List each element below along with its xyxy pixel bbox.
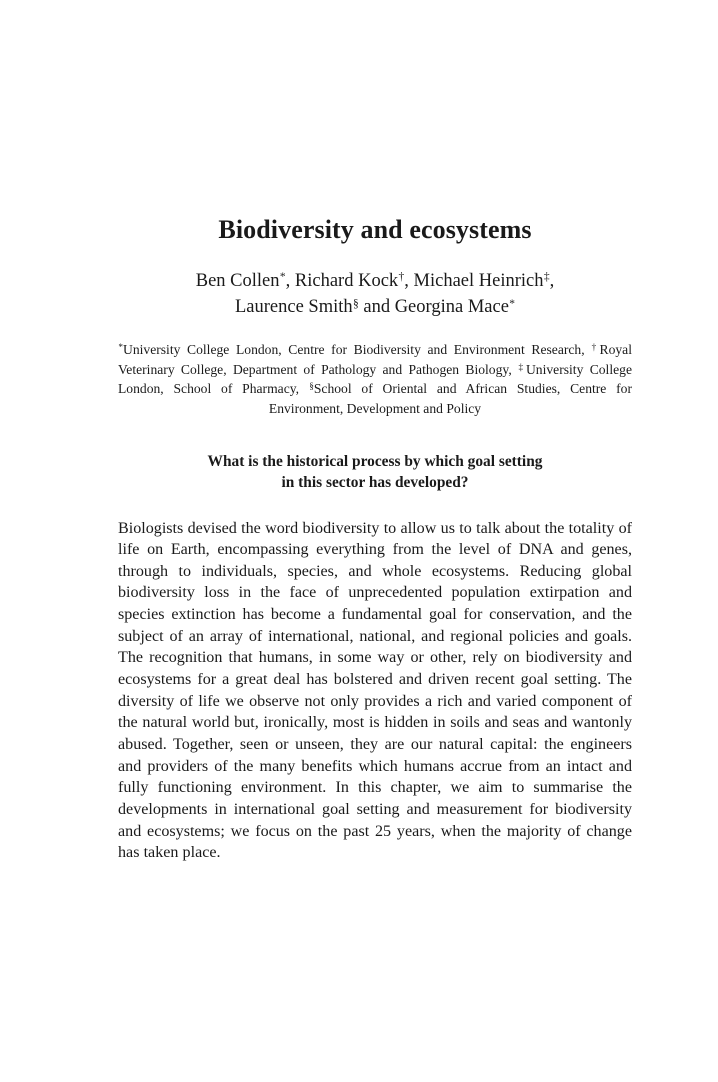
author-michael-heinrich: , Michael Heinrich — [404, 270, 544, 291]
author-line-1 — [118, 268, 632, 294]
affiliation-marker-section: § — [353, 297, 359, 310]
affiliation-marker-double-dagger: ‡ — [543, 271, 550, 284]
affiliation-soas: School of Oriental and African Studies, Centre for Environment, Development and Policy — [268, 381, 632, 416]
author-richard-kock: , Richard Kock — [285, 270, 399, 291]
author-georgina-mace: and Georgina Mace — [358, 296, 509, 317]
affiliations-block — [118, 320, 632, 418]
affiliation-marker-asterisk-aff: * — [118, 342, 124, 353]
author-line-2 — [118, 294, 632, 320]
affiliation-royal-veterinary-college: Royal Veterinary College, Department of Pathology and Pathogen Biology, — [118, 342, 632, 377]
section-heading-line-2: in this sector has developed? — [281, 473, 469, 491]
affiliation-marker-dagger-aff: † — [591, 342, 600, 353]
section-heading — [118, 418, 632, 494]
affiliation-ucl-pharmacy: University College London, School of Pharmacy, — [118, 361, 632, 397]
author-laurence-smith: Laurence Smith — [234, 296, 353, 317]
page-title: Biodiversity and ecosystems — [218, 215, 532, 244]
affiliation-marker-section-aff: § — [309, 381, 314, 392]
author-line-1-comma: , — [549, 270, 555, 291]
affiliation-marker-dagger: † — [398, 271, 405, 284]
affiliation-ucl-biodiversity: University College London, Centre for Biodiversity and Environment Research, — [123, 342, 592, 358]
body-paragraph: Biologists devised the word biodiversity to allow us to talk about the totality of life on Earth, encompassing everything from the level of DNA and genes, through to individuals, species, and whole ecosystems. Reducing global biodiversity loss in the face of unprecedented population extirpation and species extinction has become a fundamental goal for conservation, and the subject of an array of international, national, and regional policies and goals. The recognition that humans, in some way or other, rely on biodiversity and ecosystems for a great deal has bolstered and driven recent goal setting. The diversity of life we observe not only provides a rich and varied component of the natural world but, ironically, most is hidden in soils and seas and wantonly abused. Together, seen or unseen, they are our natural capital: the engineers and providers of the many benefits which humans accrue from an intact and fully functioning environment. In this chapter, we aim to summarise the developments in international goal setting and measurement for biodiversity and ecosystems; we focus on the past 25 years, when the majority of change has taken place. — [118, 519, 632, 862]
section-heading-line-1: What is the historical process by which goal setting — [207, 452, 543, 470]
author-list — [118, 246, 632, 321]
affiliation-marker-asterisk: * — [279, 271, 286, 284]
affiliation-marker-double-dagger-aff: ‡ — [518, 361, 526, 372]
author-ben-collen: Ben Collen — [195, 270, 280, 291]
page-content-column — [118, 0, 632, 864]
affiliation-marker-asterisk-2: * — [509, 297, 516, 310]
